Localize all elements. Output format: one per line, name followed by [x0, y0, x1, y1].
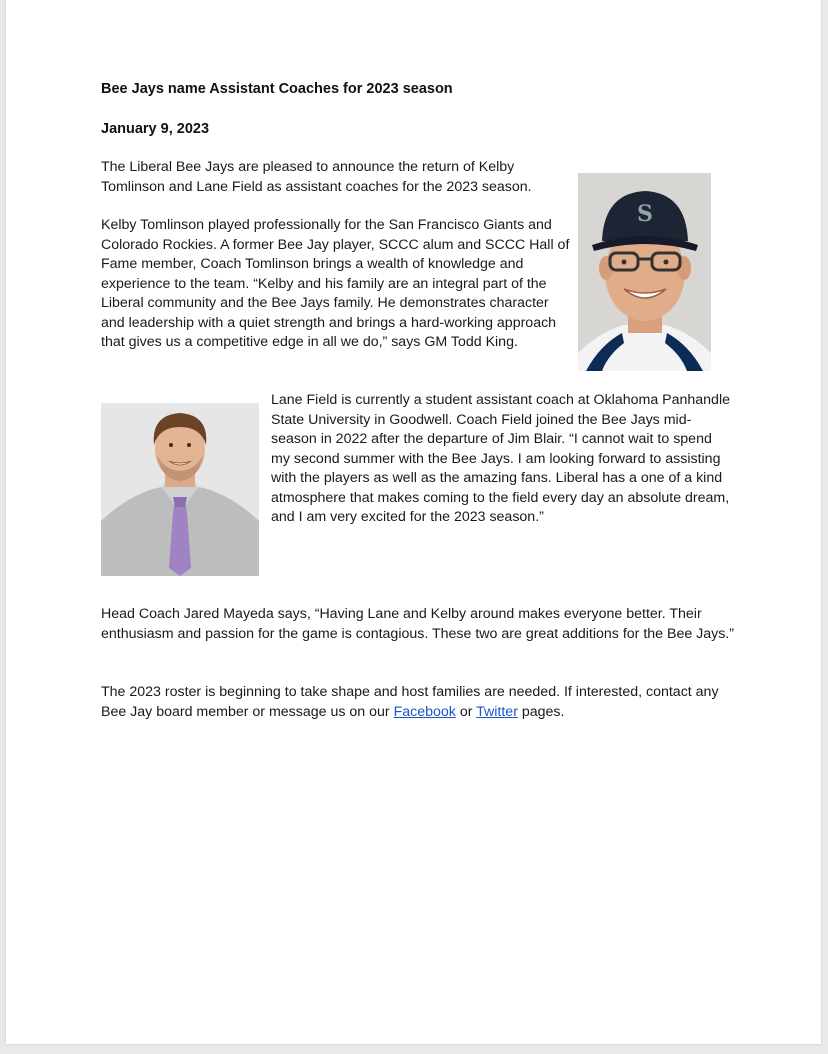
twitter-link[interactable]: Twitter: [476, 703, 518, 720]
document-title: Bee Jays name Assistant Coaches for 2023 season: [101, 81, 453, 97]
paragraph-intro: The Liberal Bee Jays are pleased to announce the return of Kelby Tomlinson and Lane Field as assistant coaches for the 2023 season.: [101, 159, 532, 195]
lane-field-photo: [101, 403, 259, 576]
svg-text:S: S: [637, 201, 653, 227]
paragraph-roster: [101, 683, 736, 722]
roster-text-start: The 2023 roster is beginning to take shape and host families are needed. If interested, contact any Bee Jay board member or message us on our: [101, 684, 719, 720]
facebook-link[interactable]: Facebook: [393, 703, 456, 720]
paragraph-tomlinson: Kelby Tomlinson played professionally for the San Francisco Giants and Colorado Rockies. A former Bee Jay player, SCCC alum and SCCC Hall of Fame member, Coach Tomlinson brings a wealth of knowledge and experience to the team. “Kelby and his family are an integral part of the Liberal community and the Bee Jays family. He demonstrates character and leadership with a quiet strength and brings a hard-working approach that gives us a competitive edge in all we do,” says GM Todd King.: [101, 217, 570, 350]
document-date: January 9, 2023: [101, 121, 210, 137]
kelby-tomlinson-photo: [578, 173, 711, 371]
lane-portrait-illustration: [101, 403, 259, 576]
kelby-portrait-illustration: [578, 173, 711, 371]
roster-text-end: pages.: [517, 703, 565, 720]
paragraph-field: Lane Field is currently a student assistant coach at Oklahoma Panhandle State University in Goodwell. Coach Field joined the Bee Jays mid-season in 2022 after the departure of Jim Blair. “I cannot wait to spend my second summer with the Bee Jays. I am looking forward to assisting with the players as well as the amazing fans. Liberal has a one of a kind atmosphere that makes coming to the field every day an absolute dream, and I am very excited for the 2023 season.”: [271, 392, 730, 525]
roster-text-middle: or: [455, 703, 477, 720]
document-page: [6, 0, 821, 1044]
paragraph-head-coach: Head Coach Jared Mayeda says, “Having Lane and Kelby around makes everyone better. Their enthusiasm and passion for the game is contagious. These two are great additions for the Bee Jays.”: [101, 606, 735, 642]
